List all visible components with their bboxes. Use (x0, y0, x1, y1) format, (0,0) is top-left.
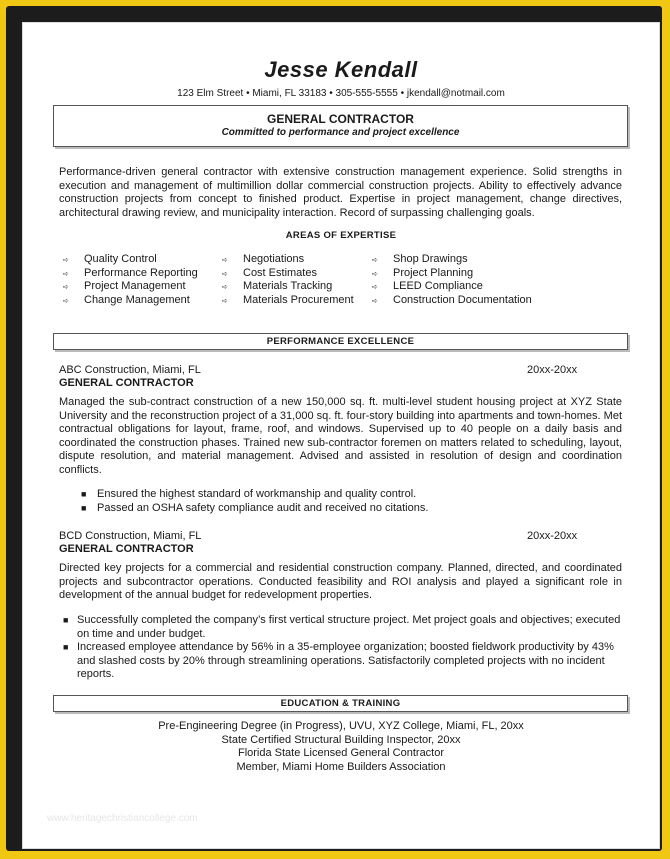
list-item: ■ Increased employee attendance by 56% in a 35-employee organization; boosted fieldwork productivity by 43% and slashed costs by 20% through streamlining operations. Satisfactorily completed projects with no incident reports. (63, 641, 614, 680)
job2-company: BCD Construction, Miami, FL (59, 530, 202, 542)
education-heading: EDUCATION & TRAINING (53, 695, 628, 712)
list-item: ➪ Project Management (63, 280, 198, 294)
job1-description: Managed the sub-contract construction of a new 150,000 sq. ft. multi-level student housing project at XYZ State University and the reconstruction project of a 31,000 sq. ft. four-story building into apartments and town-homes. Met contractual obligations for layout, frame, roof, and windows. Supervised up to 40 people on a daily basis and coordinated the construction phases. Trained new sub-contractor foremen on matters related to scheduling, layout, dispute resolution, and material management. Advised and assisted in resolution of design and coordination conflicts. (59, 396, 622, 476)
job2-bullets (59, 614, 622, 682)
list-item: ➪ Materials Procurement (222, 294, 354, 308)
arrow-bullet-icon: ➪ (222, 270, 228, 278)
arrow-bullet-icon: ➪ (63, 270, 69, 278)
list-item: ➪ LEED Compliance (372, 280, 532, 294)
tagline: Committed to performance and project excellence (221, 127, 460, 138)
performance-heading: PERFORMANCE EXCELLENCE (53, 333, 628, 350)
expertise-column-1 (63, 253, 198, 307)
job1-bullets (59, 488, 622, 515)
list-item: ➪ Shop Drawings (372, 253, 532, 267)
contact-line: 123 Elm Street • Miami, FL 33183 • 305-555-5555 • jkendall@notmail.com (177, 88, 505, 99)
arrow-bullet-icon: ➪ (222, 284, 228, 291)
job1-dates: 20xx-20xx (527, 364, 578, 376)
arrow-bullet-icon: ➪ (372, 270, 378, 278)
outer-frame (6, 6, 662, 851)
list-item: ➪ Materials Tracking (222, 280, 354, 294)
arrow-bullet-icon: ➪ (222, 257, 228, 264)
job2-title: GENERAL CONTRACTOR (59, 543, 194, 555)
title-box (53, 105, 628, 147)
list-item: ➪ Project Planning (372, 267, 532, 281)
arrow-bullet-icon: ➪ (372, 297, 378, 305)
list-item: ■ Passed an OSHA safety compliance audit and received no citations. (81, 501, 429, 514)
bullet-icon: ■ (81, 489, 87, 499)
list-item: ■ Ensured the highest standard of workmanship and quality control. (81, 488, 417, 500)
list-item: Member, Miami Home Builders Association (236, 760, 446, 773)
arrow-bullet-icon: ➪ (63, 257, 69, 264)
expertise-column-3 (372, 253, 532, 307)
list-item: ➪ Performance Reporting (63, 267, 198, 281)
list-item: Pre-Engineering Degree (in Progress), UVU, XYZ College, Miami, FL, 20xx (158, 720, 524, 732)
list-item: Florida State Licensed General Contractor (237, 747, 445, 760)
job1-company-line (59, 364, 579, 376)
list-item: State Certified Structural Building Inspector, 20xx (221, 733, 461, 746)
list-item: ➪ Negotiations (222, 253, 354, 267)
list-item: ➪ Change Management (63, 294, 198, 308)
job-title-heading: GENERAL CONTRACTOR (267, 112, 414, 126)
expertise-column-2 (222, 253, 354, 307)
bullet-icon: ■ (63, 642, 69, 652)
candidate-name: Jesse Kendall (264, 57, 418, 82)
job1-title: GENERAL CONTRACTOR (59, 377, 194, 389)
list-item: ➪ Cost Estimates (222, 267, 354, 281)
bullet-icon: ■ (63, 615, 69, 625)
expertise-heading: AREAS OF EXPERTISE (285, 230, 397, 241)
summary-paragraph: Performance-driven general contractor with extensive construction management experience. Solid strengths in execution and management of multimillion dollar commercial construction projects. Ability to effectively advance construction projects from concept to finished product. Expertise in project management, change directives, architectural drawing review, and municipality interaction. Record of surpassing challenging goals. (59, 166, 622, 219)
bullet-icon: ■ (81, 502, 87, 513)
arrow-bullet-icon: ➪ (63, 284, 69, 291)
resume-page (22, 22, 660, 849)
job2-description: Directed key projects for a commercial and residential construction company. Planned, directed, and coordinated projects and subcontractor operations. Conducted feasibility and ROI analysis and played a significant role in development of the annual budget for redevelopment properties. (59, 562, 622, 602)
arrow-bullet-icon: ➪ (372, 257, 378, 264)
list-item: ➪ Quality Control (63, 253, 198, 267)
watermark: www.heritagechristiancollege.com (47, 813, 198, 824)
job2-dates: 20xx-20xx (527, 530, 578, 542)
list-item: ■ Successfully completed the company’s first vertical structure project. Met project goals and objectives; executed on time and under budget. (63, 614, 621, 640)
arrow-bullet-icon: ➪ (222, 297, 228, 305)
job1-company: ABC Construction, Miami, FL (59, 364, 201, 376)
job2-company-line (59, 530, 579, 542)
education-list (23, 720, 659, 774)
arrow-bullet-icon: ➪ (372, 284, 378, 291)
arrow-bullet-icon: ➪ (63, 297, 69, 305)
list-item: ➪ Construction Documentation (372, 294, 532, 308)
